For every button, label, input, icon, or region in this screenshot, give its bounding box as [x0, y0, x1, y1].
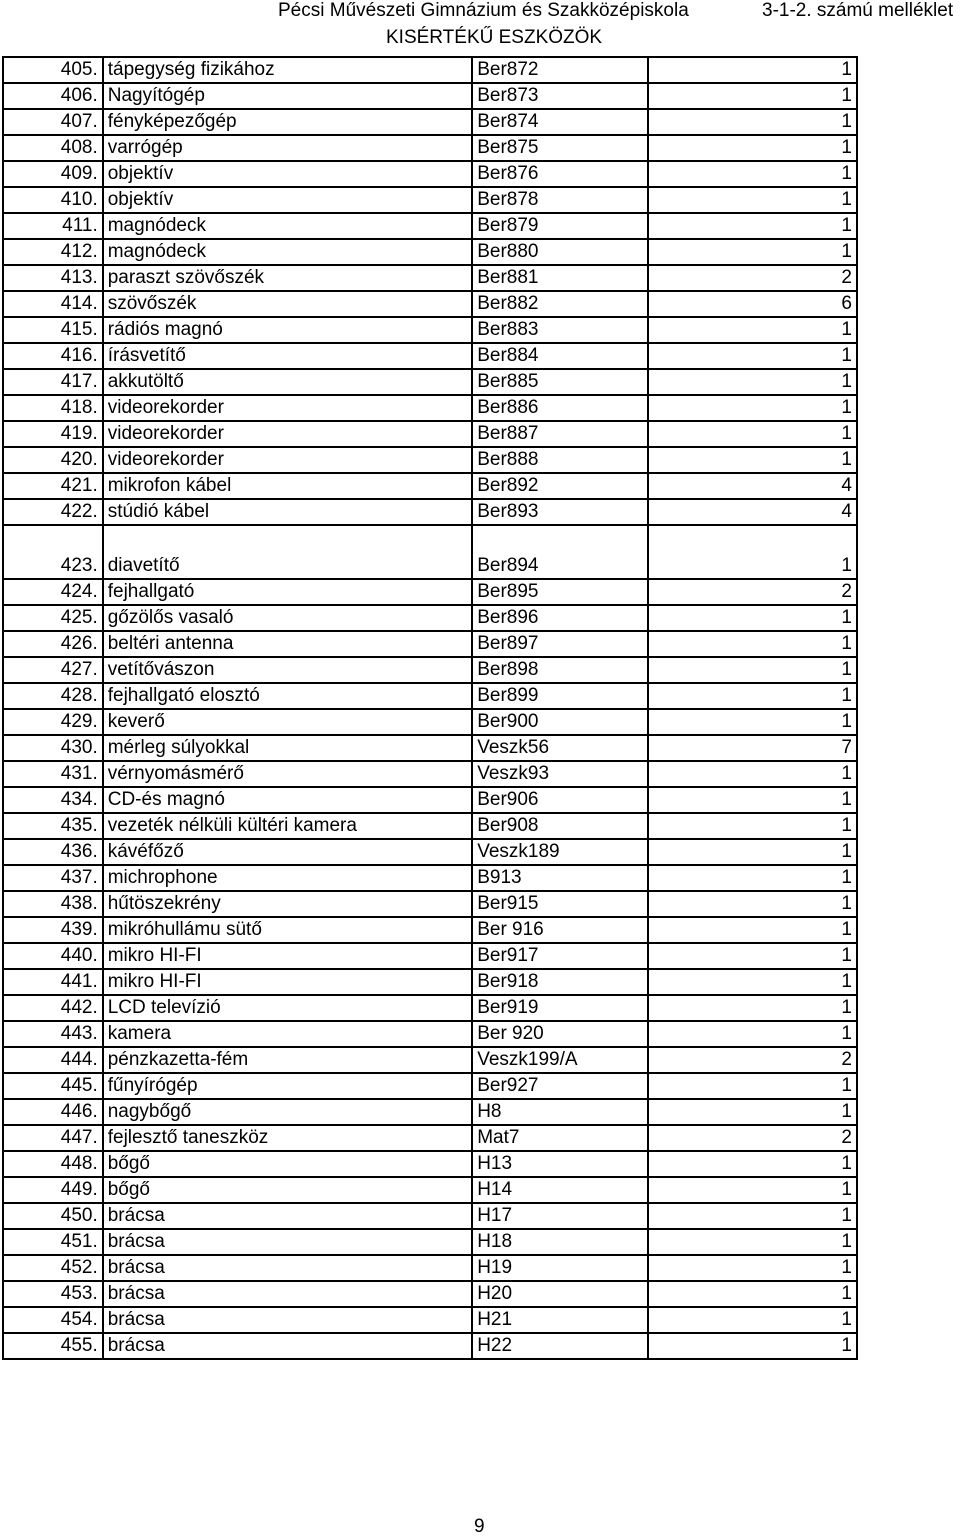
- table-row: [3, 1151, 857, 1177]
- table-row: [3, 1099, 857, 1125]
- row-number: 454.: [3, 1307, 103, 1333]
- row-number: 427.: [3, 657, 103, 683]
- item-name: mikrofon kábel: [103, 473, 472, 499]
- row-number: 434.: [3, 787, 103, 813]
- inventory-code: Mat7: [472, 1125, 648, 1151]
- table-row: [3, 709, 857, 735]
- inventory-code: H19: [472, 1255, 648, 1281]
- item-name: vetítővászon: [103, 657, 472, 683]
- inventory-code: Ber887: [472, 421, 648, 447]
- row-number: 448.: [3, 1151, 103, 1177]
- quantity: 1: [648, 865, 857, 891]
- item-name: fejhallgató elosztó: [103, 683, 472, 709]
- table-row: [3, 239, 857, 265]
- row-number: 418.: [3, 395, 103, 421]
- item-name: videorekorder: [103, 447, 472, 473]
- table-row: [3, 343, 857, 369]
- inventory-code: Ber878: [472, 187, 648, 213]
- inventory-code: Veszk189: [472, 839, 648, 865]
- quantity: 1: [648, 787, 857, 813]
- row-number: 414.: [3, 291, 103, 317]
- row-number: 413.: [3, 265, 103, 291]
- quantity: 1: [648, 83, 857, 109]
- row-number: 422.: [3, 499, 103, 525]
- quantity: 1: [648, 135, 857, 161]
- row-number: 415.: [3, 317, 103, 343]
- row-number: 419.: [3, 421, 103, 447]
- row-number: 420.: [3, 447, 103, 473]
- inventory-code: Ber893: [472, 499, 648, 525]
- quantity: 1: [648, 1021, 857, 1047]
- quantity: 7: [648, 735, 857, 761]
- table-row: [3, 265, 857, 291]
- quantity: 1: [648, 421, 857, 447]
- inventory-code: Ber881: [472, 265, 648, 291]
- table-row: [3, 1177, 857, 1203]
- item-name: bőgő: [103, 1151, 472, 1177]
- row-number: 437.: [3, 865, 103, 891]
- row-number: 424.: [3, 579, 103, 605]
- row-number: 425.: [3, 605, 103, 631]
- inventory-code: Ber879: [472, 213, 648, 239]
- quantity: 1: [648, 1281, 857, 1307]
- item-name: fűnyírógép: [103, 1073, 472, 1099]
- row-number: 451.: [3, 1229, 103, 1255]
- page-number: 9: [474, 1516, 485, 1537]
- quantity: 4: [648, 473, 857, 499]
- quantity: 1: [648, 317, 857, 343]
- row-number: 426.: [3, 631, 103, 657]
- item-name: michrophone: [103, 865, 472, 891]
- row-number: 455.: [3, 1333, 103, 1359]
- row-number: 405.: [3, 57, 103, 83]
- quantity: 1: [648, 943, 857, 969]
- inventory-code: Ber898: [472, 657, 648, 683]
- row-number: 410.: [3, 187, 103, 213]
- inventory-code: Ber927: [472, 1073, 648, 1099]
- inventory-code: Ber884: [472, 343, 648, 369]
- item-name: objektív: [103, 187, 472, 213]
- inventory-code: H14: [472, 1177, 648, 1203]
- table-row: [3, 995, 857, 1021]
- row-number: 416.: [3, 343, 103, 369]
- inventory-code: B913: [472, 865, 648, 891]
- table-row: [3, 943, 857, 969]
- quantity: 1: [648, 369, 857, 395]
- inventory-code: Ber874: [472, 109, 648, 135]
- quantity: 1: [648, 1333, 857, 1359]
- table-row: [3, 813, 857, 839]
- inventory-code: Ber915: [472, 891, 648, 917]
- quantity: 2: [648, 1047, 857, 1073]
- quantity: 4: [648, 499, 857, 525]
- row-number: 452.: [3, 1255, 103, 1281]
- table-row: [3, 1203, 857, 1229]
- item-name: tápegység fizikához: [103, 57, 472, 83]
- quantity: 1: [648, 187, 857, 213]
- table-row: [3, 1307, 857, 1333]
- inventory-code: H20: [472, 1281, 648, 1307]
- quantity: 1: [648, 839, 857, 865]
- row-number: 423.: [3, 525, 103, 579]
- table-row: [3, 839, 857, 865]
- table-row: [3, 1073, 857, 1099]
- row-number: 429.: [3, 709, 103, 735]
- quantity: 1: [648, 161, 857, 187]
- item-name: brácsa: [103, 1255, 472, 1281]
- quantity: 1: [648, 1099, 857, 1125]
- table-row: [3, 291, 857, 317]
- row-number: 441.: [3, 969, 103, 995]
- table-row: [3, 917, 857, 943]
- item-name: nagybőgő: [103, 1099, 472, 1125]
- row-number: 446.: [3, 1099, 103, 1125]
- inventory-code: Ber899: [472, 683, 648, 709]
- quantity: 1: [648, 891, 857, 917]
- row-number: 450.: [3, 1203, 103, 1229]
- inventory-code: H18: [472, 1229, 648, 1255]
- row-number: 445.: [3, 1073, 103, 1099]
- inventory-table: [2, 56, 858, 1360]
- inventory-code: Ber885: [472, 369, 648, 395]
- inventory-code: Ber896: [472, 605, 648, 631]
- item-name: brácsa: [103, 1229, 472, 1255]
- row-number: 444.: [3, 1047, 103, 1073]
- item-name: mikro HI-FI: [103, 969, 472, 995]
- table-row: [3, 161, 857, 187]
- quantity: 6: [648, 291, 857, 317]
- table-row: [3, 525, 857, 579]
- item-name: fényképezőgép: [103, 109, 472, 135]
- quantity: 1: [648, 1203, 857, 1229]
- quantity: 1: [648, 657, 857, 683]
- item-name: szövőszék: [103, 291, 472, 317]
- row-number: 428.: [3, 683, 103, 709]
- quantity: 1: [648, 1229, 857, 1255]
- inventory-code: Ber895: [472, 579, 648, 605]
- table-row: [3, 109, 857, 135]
- table-row: [3, 1281, 857, 1307]
- item-name: beltéri antenna: [103, 631, 472, 657]
- quantity: 1: [648, 969, 857, 995]
- inventory-code: Ber886: [472, 395, 648, 421]
- item-name: magnódeck: [103, 213, 472, 239]
- quantity: 1: [648, 57, 857, 83]
- row-number: 421.: [3, 473, 103, 499]
- quantity: 1: [648, 343, 857, 369]
- table-row: [3, 865, 857, 891]
- row-number: 406.: [3, 83, 103, 109]
- item-name: mikróhullámu sütő: [103, 917, 472, 943]
- quantity: 1: [648, 1255, 857, 1281]
- table-row: [3, 395, 857, 421]
- item-name: CD-és magnó: [103, 787, 472, 813]
- inventory-code: Veszk56: [472, 735, 648, 761]
- row-number: 438.: [3, 891, 103, 917]
- item-name: mikro HI-FI: [103, 943, 472, 969]
- item-name: akkutöltő: [103, 369, 472, 395]
- inventory-code: Ber882: [472, 291, 648, 317]
- item-name: magnódeck: [103, 239, 472, 265]
- document-subtitle: KISÉRTÉKŰ ESZKÖZÖK: [386, 27, 603, 48]
- table-row: [3, 1125, 857, 1151]
- inventory-code: Ber 920: [472, 1021, 648, 1047]
- table-row: [3, 317, 857, 343]
- row-number: 453.: [3, 1281, 103, 1307]
- table-row: [3, 57, 857, 83]
- inventory-table-body: [3, 57, 857, 1359]
- table-row: [3, 579, 857, 605]
- inventory-code: Ber908: [472, 813, 648, 839]
- inventory-code: Ber894: [472, 525, 648, 579]
- quantity: 1: [648, 761, 857, 787]
- item-name: keverő: [103, 709, 472, 735]
- table-row: [3, 761, 857, 787]
- item-name: fejlesztő taneszköz: [103, 1125, 472, 1151]
- quantity: 2: [648, 579, 857, 605]
- row-number: 430.: [3, 735, 103, 761]
- item-name: írásvetítő: [103, 343, 472, 369]
- item-name: vezeték nélküli kültéri kamera: [103, 813, 472, 839]
- inventory-code: H21: [472, 1307, 648, 1333]
- quantity: 1: [648, 709, 857, 735]
- item-name: gőzölős vasaló: [103, 605, 472, 631]
- inventory-code: Ber872: [472, 57, 648, 83]
- table-row: [3, 683, 857, 709]
- table-row: [3, 1047, 857, 1073]
- quantity: 1: [648, 395, 857, 421]
- item-name: diavetítő: [103, 525, 472, 579]
- item-name: stúdió kábel: [103, 499, 472, 525]
- inventory-code: Ber876: [472, 161, 648, 187]
- row-number: 409.: [3, 161, 103, 187]
- item-name: fejhallgató: [103, 579, 472, 605]
- table-row: [3, 499, 857, 525]
- quantity: 1: [648, 683, 857, 709]
- item-name: rádiós magnó: [103, 317, 472, 343]
- quantity: 1: [648, 605, 857, 631]
- row-number: 435.: [3, 813, 103, 839]
- item-name: videorekorder: [103, 395, 472, 421]
- quantity: 1: [648, 1151, 857, 1177]
- inventory-code: Ber919: [472, 995, 648, 1021]
- table-row: [3, 473, 857, 499]
- item-name: bőgő: [103, 1177, 472, 1203]
- item-name: kávéfőző: [103, 839, 472, 865]
- table-row: [3, 969, 857, 995]
- inventory-code: Ber918: [472, 969, 648, 995]
- item-name: vérnyomásmérő: [103, 761, 472, 787]
- quantity: 1: [648, 813, 857, 839]
- item-name: brácsa: [103, 1203, 472, 1229]
- table-row: [3, 213, 857, 239]
- table-row: [3, 1229, 857, 1255]
- row-number: 443.: [3, 1021, 103, 1047]
- quantity: 2: [648, 1125, 857, 1151]
- row-number: 431.: [3, 761, 103, 787]
- table-row: [3, 1255, 857, 1281]
- table-row: [3, 605, 857, 631]
- table-row: [3, 631, 857, 657]
- inventory-code: Ber875: [472, 135, 648, 161]
- row-number: 449.: [3, 1177, 103, 1203]
- inventory-code: Ber917: [472, 943, 648, 969]
- item-name: mérleg súlyokkal: [103, 735, 472, 761]
- item-name: LCD televízió: [103, 995, 472, 1021]
- row-number: 447.: [3, 1125, 103, 1151]
- table-row: [3, 447, 857, 473]
- row-number: 442.: [3, 995, 103, 1021]
- table-row: [3, 657, 857, 683]
- item-name: hűtöszekrény: [103, 891, 472, 917]
- quantity: 1: [648, 1307, 857, 1333]
- item-name: Nagyítógép: [103, 83, 472, 109]
- quantity: 1: [648, 995, 857, 1021]
- quantity: 1: [648, 213, 857, 239]
- item-name: brácsa: [103, 1307, 472, 1333]
- table-row: [3, 787, 857, 813]
- inventory-code: Ber880: [472, 239, 648, 265]
- inventory-code: H13: [472, 1151, 648, 1177]
- quantity: 2: [648, 265, 857, 291]
- table-row: [3, 369, 857, 395]
- inventory-code: H22: [472, 1333, 648, 1359]
- table-row: [3, 1333, 857, 1359]
- item-name: brácsa: [103, 1281, 472, 1307]
- table-row: [3, 735, 857, 761]
- inventory-code: H17: [472, 1203, 648, 1229]
- item-name: videorekorder: [103, 421, 472, 447]
- inventory-code: Ber 916: [472, 917, 648, 943]
- row-number: 412.: [3, 239, 103, 265]
- row-number: 408.: [3, 135, 103, 161]
- row-number: 439.: [3, 917, 103, 943]
- item-name: kamera: [103, 1021, 472, 1047]
- quantity: 1: [648, 631, 857, 657]
- inventory-code: Ber900: [472, 709, 648, 735]
- quantity: 1: [648, 1177, 857, 1203]
- quantity: 1: [648, 239, 857, 265]
- annex-label: 3-1-2. számú melléklet: [762, 0, 954, 21]
- inventory-code: Ber883: [472, 317, 648, 343]
- quantity: 1: [648, 1073, 857, 1099]
- item-name: paraszt szövőszék: [103, 265, 472, 291]
- row-number: 440.: [3, 943, 103, 969]
- item-name: objektív: [103, 161, 472, 187]
- table-row: [3, 83, 857, 109]
- inventory-code: Veszk199/A: [472, 1047, 648, 1073]
- inventory-code: Ber888: [472, 447, 648, 473]
- row-number: 411.: [3, 213, 103, 239]
- table-row: [3, 891, 857, 917]
- quantity: 1: [648, 447, 857, 473]
- inventory-code: Ber873: [472, 83, 648, 109]
- school-name: Pécsi Művészeti Gimnázium és Szakközépiskola: [278, 0, 689, 21]
- table-row: [3, 187, 857, 213]
- row-number: 436.: [3, 839, 103, 865]
- inventory-code: Ber906: [472, 787, 648, 813]
- table-row: [3, 135, 857, 161]
- inventory-code: H8: [472, 1099, 648, 1125]
- row-number: 407.: [3, 109, 103, 135]
- item-name: varrógép: [103, 135, 472, 161]
- quantity: 1: [648, 525, 857, 579]
- quantity: 1: [648, 917, 857, 943]
- item-name: brácsa: [103, 1333, 472, 1359]
- table-row: [3, 1021, 857, 1047]
- table-row: [3, 421, 857, 447]
- item-name: pénzkazetta-fém: [103, 1047, 472, 1073]
- inventory-code: Veszk93: [472, 761, 648, 787]
- inventory-code: Ber897: [472, 631, 648, 657]
- row-number: 417.: [3, 369, 103, 395]
- quantity: 1: [648, 109, 857, 135]
- inventory-code: Ber892: [472, 473, 648, 499]
